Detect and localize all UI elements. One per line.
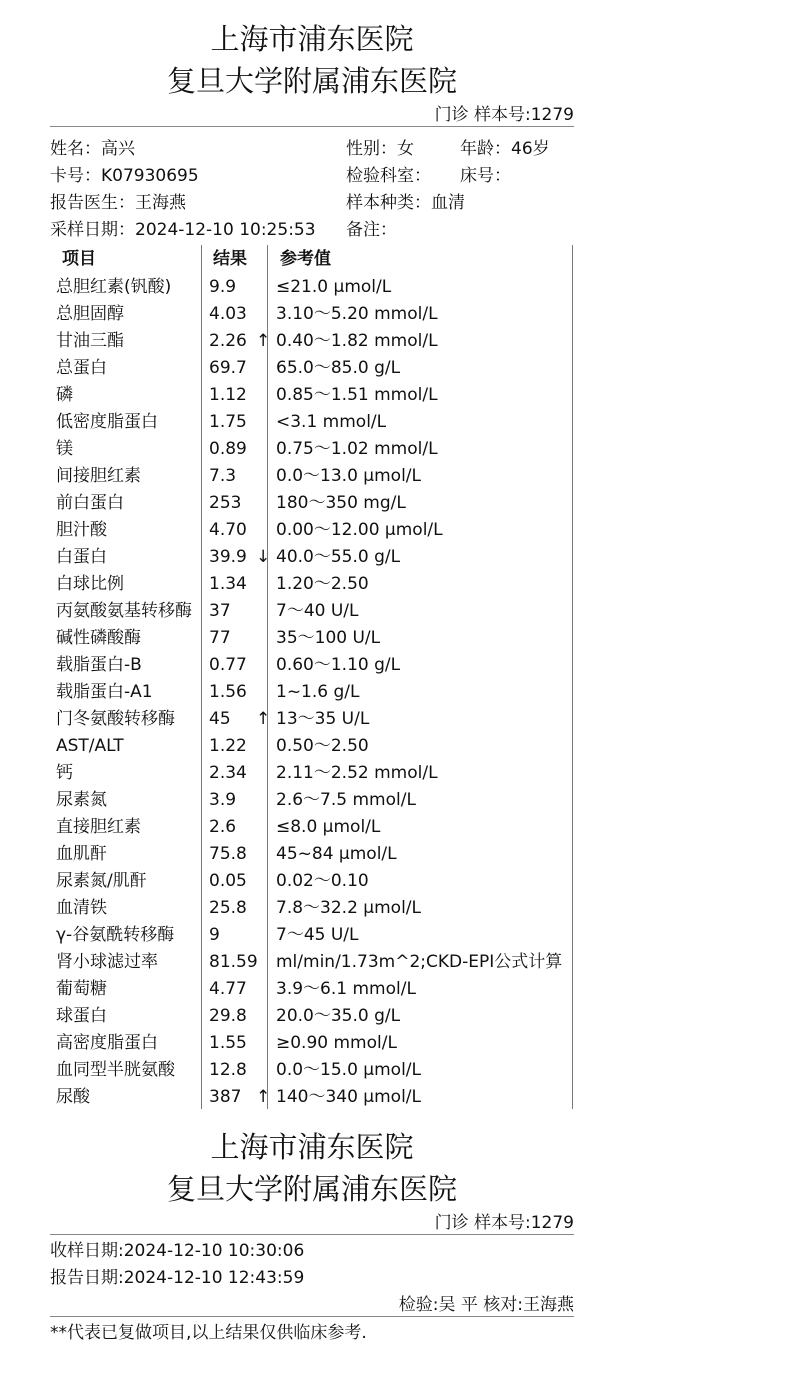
test-name: 总蛋白 (56, 358, 107, 378)
reference-range: 7.8～32.2 μmol/L (276, 898, 421, 918)
reference-range: 0.85～1.51 mmol/L (276, 385, 438, 405)
reference-range: ≤21.0 μmol/L (276, 277, 392, 297)
lab-department: 检验科室： (346, 166, 431, 186)
test-result: 387 (209, 1087, 242, 1107)
table-row (0, 843, 580, 870)
reference-range: 180～350 mg/L (276, 493, 406, 513)
test-name: 胆汁酸 (56, 520, 107, 540)
receive-date: 收样日期:2024-12-10 10:30:06 (50, 1241, 305, 1261)
table-row (0, 465, 580, 492)
table-row (0, 627, 580, 654)
test-name: 钙 (56, 763, 73, 783)
column-header-result: 结果 (213, 249, 247, 269)
footer-divider-top (50, 1234, 574, 1235)
table-row (0, 357, 580, 384)
patient-name: 姓名：高兴 (50, 139, 135, 159)
table-row (0, 492, 580, 519)
disclaimer: **代表已复做项目,以上结果仅供临床参考. (50, 1323, 367, 1343)
test-name: 镁 (56, 439, 73, 459)
abnormal-flag: ↑ (256, 1087, 271, 1107)
table-row (0, 924, 580, 951)
reference-range: 0.60～1.10 g/L (276, 655, 401, 675)
test-name: 甘油三酯 (56, 331, 124, 351)
test-name: 低密度脂蛋白 (56, 412, 158, 432)
reference-range: 20.0～35.0 g/L (276, 1006, 401, 1026)
table-row (0, 1086, 580, 1113)
table-row (0, 546, 580, 573)
reference-range: 13～35 U/L (276, 709, 370, 729)
table-row (0, 384, 580, 411)
test-result: 2.26 (209, 331, 247, 351)
table-row (0, 735, 580, 762)
test-name: 碱性磷酸酶 (56, 628, 141, 648)
specimen-type: 样本种类：血清 (346, 193, 465, 213)
report-doctor: 报告医生：王海燕 (50, 193, 186, 213)
test-result: 1.75 (209, 412, 247, 432)
test-result: 9 (209, 925, 220, 945)
reference-range: 0.50～2.50 (276, 736, 369, 756)
test-result: 253 (209, 493, 242, 513)
test-name: 门冬氨酸转移酶 (56, 709, 175, 729)
reference-range: 3.9～6.1 mmol/L (276, 979, 416, 999)
test-result: 1.56 (209, 682, 247, 702)
table-row (0, 789, 580, 816)
table-row (0, 870, 580, 897)
test-result: 2.6 (209, 817, 237, 837)
table-row (0, 573, 580, 600)
test-name: 葡萄糖 (56, 979, 107, 999)
test-result: 9.9 (209, 277, 237, 297)
table-row (0, 897, 580, 924)
abnormal-flag: ↑ (256, 331, 271, 351)
university-hospital-name: 复旦大学附属浦东医院 (166, 64, 457, 98)
table-row (0, 978, 580, 1005)
test-name: 磷 (56, 385, 73, 405)
test-result: 75.8 (209, 844, 247, 864)
test-result: 1.34 (209, 574, 247, 594)
reference-range: 0.0～13.0 μmol/L (276, 466, 421, 486)
test-result: 7.3 (209, 466, 237, 486)
abnormal-flag: ↑ (256, 709, 271, 729)
footer-sample-number: 门诊 样本号:1279 (434, 1213, 574, 1233)
test-name: 尿素氮 (56, 790, 107, 810)
table-row (0, 762, 580, 789)
test-name: 肾小球滤过率 (56, 952, 158, 972)
test-result: 81.59 (209, 952, 258, 972)
signatures: 检验:吴 平 核对:王海燕 (398, 1295, 574, 1315)
test-name: AST/ALT (56, 736, 124, 756)
column-header-reference: 参考值 (280, 249, 331, 269)
test-result: 2.34 (209, 763, 247, 783)
reference-range: 35～100 U/L (276, 628, 381, 648)
test-name: 血同型半胱氨酸 (56, 1060, 175, 1080)
reference-range: 45~84 μmol/L (276, 844, 397, 864)
table-row (0, 1059, 580, 1086)
table-row (0, 330, 580, 357)
reference-range: 0.75～1.02 mmol/L (276, 439, 438, 459)
patient-age: 年龄：46岁 (460, 139, 550, 159)
report-date: 报告日期:2024-12-10 12:43:59 (50, 1268, 305, 1288)
table-row (0, 708, 580, 735)
test-name: 总胆固醇 (56, 304, 124, 324)
test-name: 血肌酐 (56, 844, 107, 864)
test-name: 尿素氮/肌酐 (56, 871, 147, 891)
test-name: 高密度脂蛋白 (56, 1033, 158, 1053)
test-result: 25.8 (209, 898, 247, 918)
table-row (0, 681, 580, 708)
test-result: 12.8 (209, 1060, 247, 1080)
reference-range: 40.0～55.0 g/L (276, 547, 401, 567)
test-name: 总胆红素(钒酸) (56, 277, 172, 297)
reference-range: 7～45 U/L (276, 925, 359, 945)
reference-range: 1.20～2.50 (276, 574, 369, 594)
reference-range: ≥0.90 mmol/L (276, 1033, 397, 1053)
test-name: 球蛋白 (56, 1006, 107, 1026)
reference-range: 0.0～15.0 μmol/L (276, 1060, 421, 1080)
test-name: 直接胆红素 (56, 817, 141, 837)
test-result: 0.89 (209, 439, 247, 459)
remarks: 备注： (346, 220, 397, 240)
reference-range: 65.0～85.0 g/L (276, 358, 401, 378)
test-name: 尿酸 (56, 1087, 90, 1107)
test-name: γ-谷氨酰转移酶 (56, 925, 175, 945)
test-result: 29.8 (209, 1006, 247, 1026)
table-row (0, 276, 580, 303)
reference-range: ml/min/1.73m^2;CKD-EPI公式计算 (276, 952, 563, 972)
abnormal-flag: ↓ (256, 547, 271, 567)
table-row (0, 951, 580, 978)
test-result: 37 (209, 601, 231, 621)
test-result: 3.9 (209, 790, 237, 810)
test-name: 前白蛋白 (56, 493, 124, 513)
table-row (0, 816, 580, 843)
footer-hospital-name: 上海市浦东医院 (210, 1130, 414, 1164)
footer-university-hospital-name: 复旦大学附属浦东医院 (166, 1172, 457, 1206)
patient-sex: 性别：女 (346, 139, 414, 159)
reference-range: 0.40～1.82 mmol/L (276, 331, 438, 351)
test-result: 0.77 (209, 655, 247, 675)
reference-range: 3.10～5.20 mmol/L (276, 304, 438, 324)
test-result: 4.03 (209, 304, 247, 324)
bed-number: 床号： (460, 166, 511, 186)
table-row (0, 303, 580, 330)
hospital-name: 上海市浦东医院 (210, 22, 414, 56)
table-row (0, 1032, 580, 1059)
header-divider (50, 126, 574, 127)
test-result: 4.77 (209, 979, 247, 999)
test-name: 载脂蛋白-B (56, 655, 142, 675)
reference-range: 0.02～0.10 (276, 871, 369, 891)
sampling-date: 采样日期：2024-12-10 10:25:53 (50, 220, 316, 240)
test-result: 0.05 (209, 871, 247, 891)
test-result: 4.70 (209, 520, 247, 540)
table-row (0, 411, 580, 438)
test-name: 白蛋白 (56, 547, 107, 567)
table-row (0, 600, 580, 627)
table-row (0, 519, 580, 546)
sample-number: 门诊 样本号:1279 (434, 105, 574, 125)
test-result: 1.55 (209, 1033, 247, 1053)
table-row (0, 438, 580, 465)
reference-range: 7～40 U/L (276, 601, 359, 621)
reference-range: <3.1 mmol/L (276, 412, 387, 432)
test-result: 1.22 (209, 736, 247, 756)
test-result: 1.12 (209, 385, 247, 405)
test-name: 丙氨酸氨基转移酶 (56, 601, 192, 621)
table-row (0, 654, 580, 681)
reference-range: 0.00～12.00 μmol/L (276, 520, 443, 540)
reference-range: ≤8.0 μmol/L (276, 817, 381, 837)
reference-range: 2.11～2.52 mmol/L (276, 763, 438, 783)
test-result: 45 (209, 709, 231, 729)
table-row (0, 1005, 580, 1032)
test-result: 69.7 (209, 358, 247, 378)
test-result: 39.9 (209, 547, 247, 567)
test-name: 白球比例 (56, 574, 124, 594)
test-name: 载脂蛋白-A1 (56, 682, 153, 702)
reference-range: 1~1.6 g/L (276, 682, 360, 702)
test-name: 血清铁 (56, 898, 107, 918)
test-result: 77 (209, 628, 231, 648)
card-number: 卡号：K07930695 (50, 166, 199, 186)
test-name: 间接胆红素 (56, 466, 141, 486)
column-header-item: 项目 (62, 249, 96, 269)
footer-divider-bottom (50, 1316, 574, 1317)
reference-range: 2.6～7.5 mmol/L (276, 790, 416, 810)
reference-range: 140～340 μmol/L (276, 1087, 421, 1107)
